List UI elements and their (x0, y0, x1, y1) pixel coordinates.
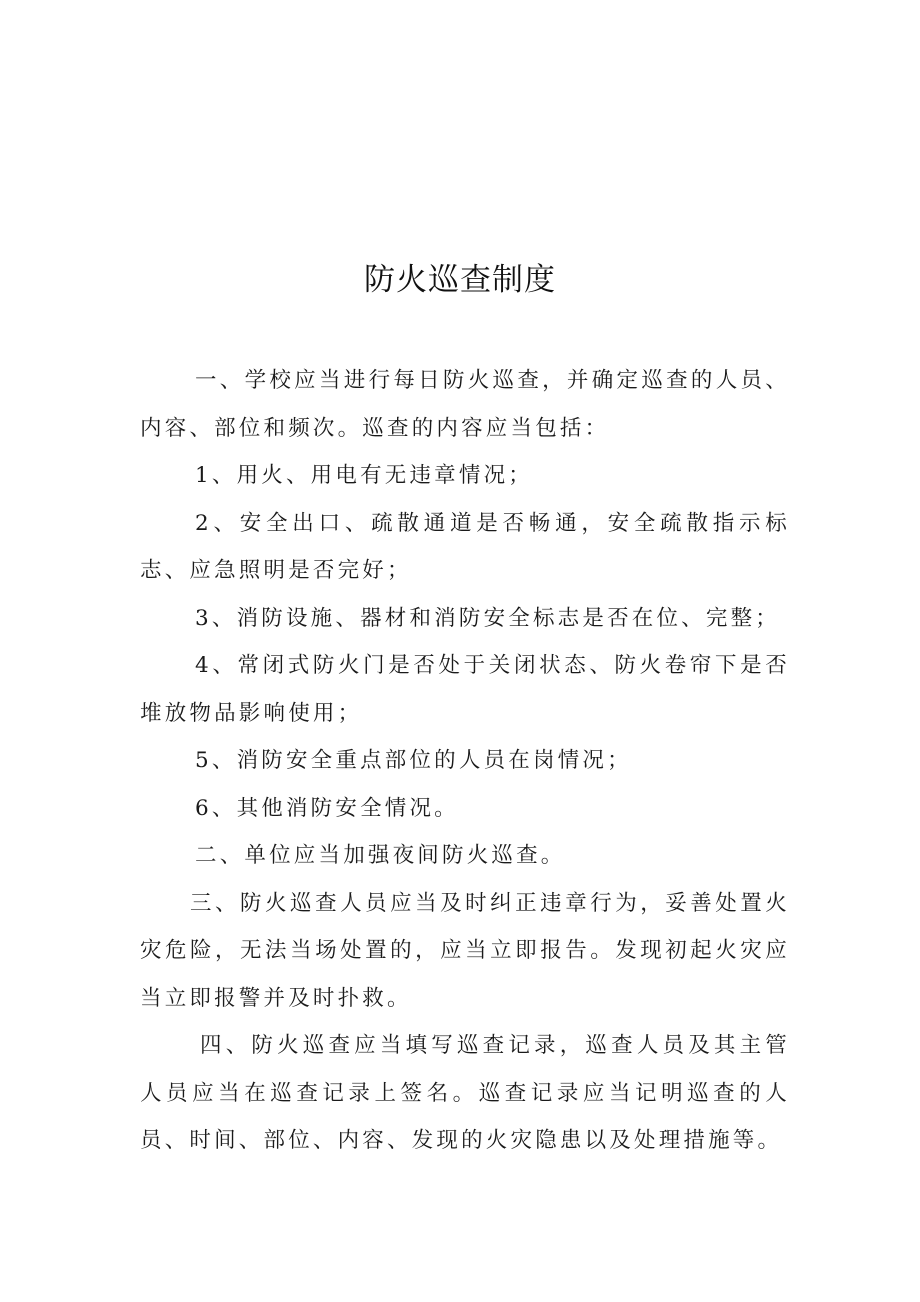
paragraph-item-4: 4、常闭式防火门是否处于关闭状态、防火卷帘下是否堆放物品影响使用； (140, 653, 790, 726)
paragraph-item-6: 6、其他消防安全情况。 (195, 795, 459, 821)
paragraph-item-1: 1、用火、用电有无违章情况； (195, 463, 533, 488)
paragraph-item-5: 5、消防安全重点部位的人员在岗情况； (195, 748, 632, 773)
paragraph-section-4: 四、防火巡查应当填写巡查记录，巡查人员及其主管人员应当在巡查记录上签名。巡查记录应当记明巡查的人员、时间、部位、内容、发现的火灾隐患以及处理措施等。 (140, 1033, 790, 1153)
paragraph-section-2: 二、单位应当加强夜间防火巡查。 (195, 843, 566, 868)
paragraph-item-2: 2、安全出口、疏散通道是否畅通，安全疏散指示标志、应急照明是否完好； (140, 510, 790, 583)
paragraph-section-3: 三、防火巡查人员应当及时纠正违章行为，妥善处置火灾危险，无法当场处置的，应当立即报告。发现初起火灾应当立即报警并及时扑救。 (140, 890, 790, 1011)
paragraph-section-1: 一、学校应当进行每日防火巡查，并确定巡查的人员、内容、部位和频次。巡查的内容应当包括： (140, 368, 790, 441)
document-title: 防火巡查制度 (364, 262, 556, 298)
paragraph-item-3: 3、消防设施、器材和消防安全标志是否在位、完整； (195, 605, 780, 631)
document-body (140, 357, 790, 1165)
